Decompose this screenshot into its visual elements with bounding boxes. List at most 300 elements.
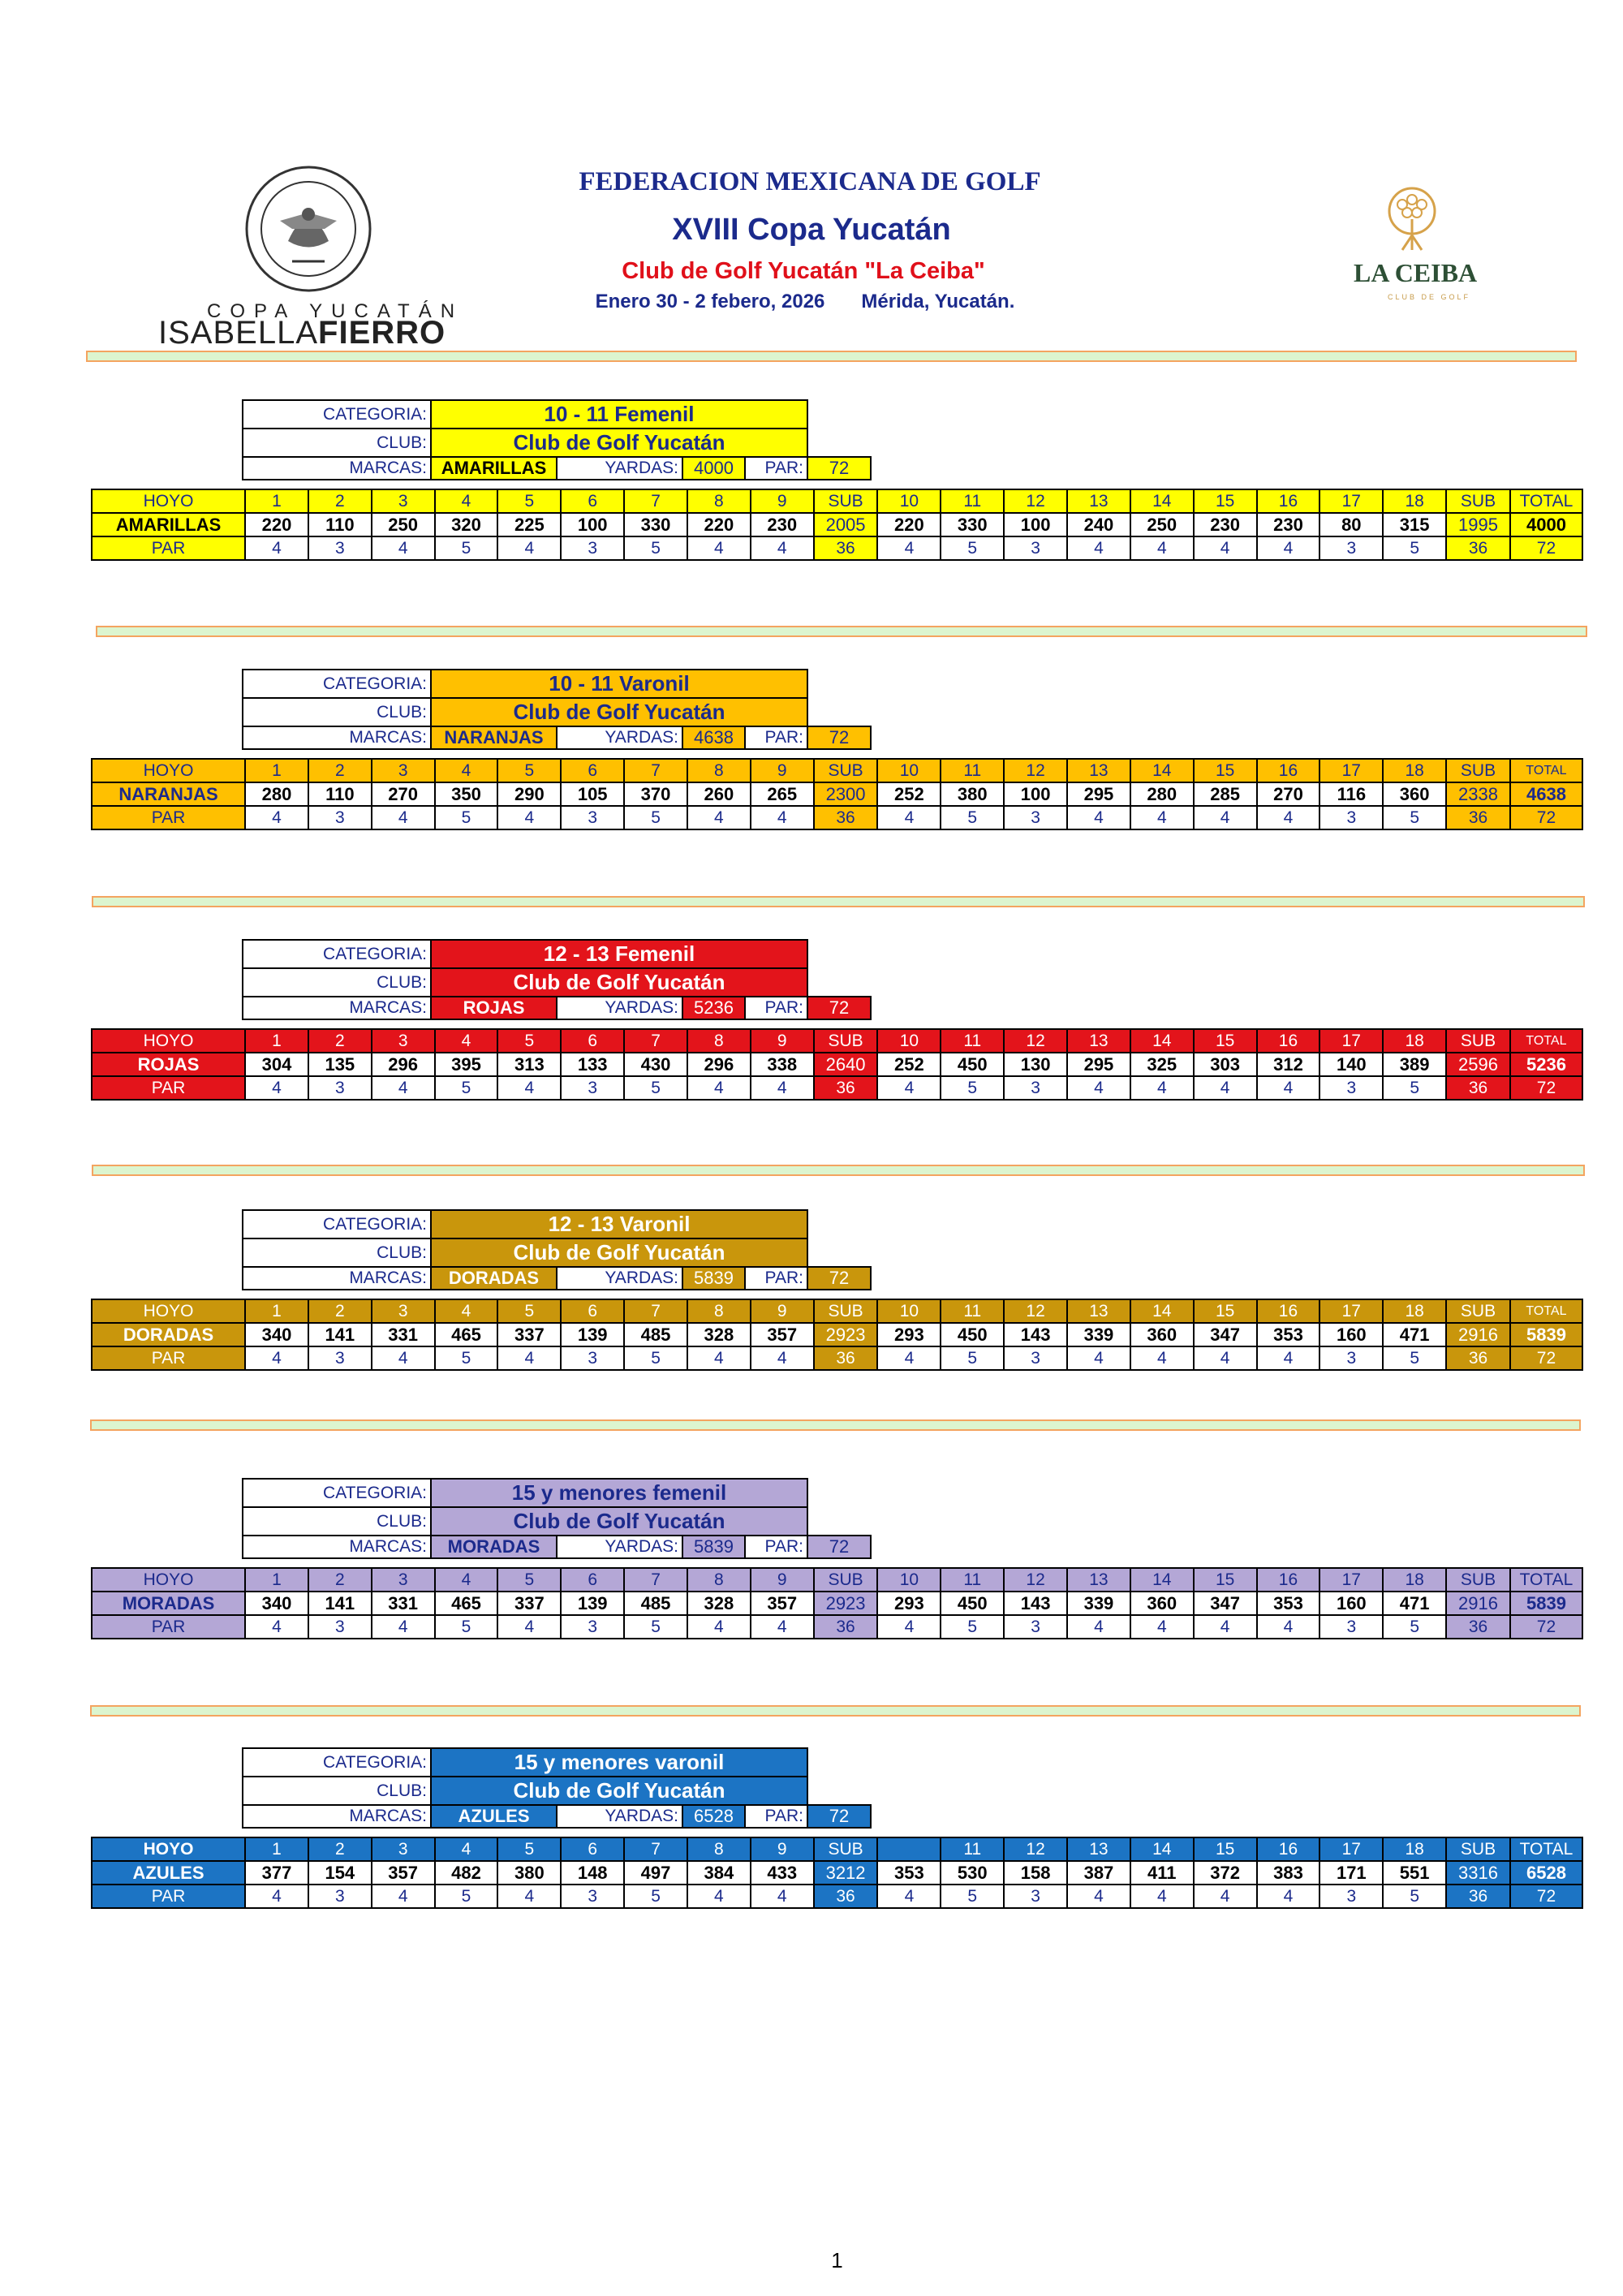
hole-par: 4 [1130,1076,1194,1100]
hole-number: 14 [1130,1029,1194,1053]
hole-number: 12 [1004,1299,1067,1323]
hole-par: 5 [1383,1076,1446,1100]
hole-number: 14 [1130,1837,1194,1861]
hole-yards: 497 [624,1861,687,1885]
par-total: 72 [1510,1885,1582,1908]
par-label: PAR: [745,457,807,480]
hole-par: 5 [1383,1346,1446,1370]
hole-par: 4 [497,1885,561,1908]
hole-par: 5 [624,1076,687,1100]
scorecard-section [91,399,1583,620]
hole-par: 4 [1067,1885,1130,1908]
hole-par: 5 [435,1076,498,1100]
par-label: PAR: [745,726,807,749]
hole-number: 8 [687,1299,751,1323]
hole-number: 15 [1194,1299,1257,1323]
brand-name: ISABELLAFIERRO [158,315,446,351]
yardas-label: YARDAS: [557,1536,682,1558]
hole-yards: 482 [435,1861,498,1885]
tees-name: ROJAS [431,997,557,1019]
hole-yards: 340 [245,1592,308,1615]
hole-par: 4 [497,1615,561,1639]
hole-yards: 315 [1383,513,1446,536]
category-name: 10 - 11 Varonil [431,670,807,698]
out-yards: 2923 [814,1323,878,1346]
hole-par: 3 [1004,1885,1067,1908]
sub-label: SUB [1446,1029,1510,1053]
hole-yards: 240 [1067,513,1130,536]
marcas-label: MARCAS: [243,726,431,749]
hole-number: 14 [1130,1568,1194,1592]
hole-par: 4 [751,1885,814,1908]
hole-par: 3 [1004,1615,1067,1639]
yardas-label: YARDAS: [557,726,682,749]
hole-number: 18 [1383,1568,1446,1592]
hole-number: 17 [1319,1029,1383,1053]
hole-number: 18 [1383,489,1446,513]
par-row [92,1885,1582,1908]
marcas-label: MARCAS: [243,1267,431,1290]
hole-number: 16 [1257,1568,1320,1592]
hole-par: 4 [751,1346,814,1370]
hole-yards: 328 [687,1323,751,1346]
club-name: Club de Golf Yucatán [431,429,807,457]
hole-par: 4 [687,806,751,829]
hole-number: 15 [1194,759,1257,782]
hole-number: 3 [372,1029,435,1053]
hole-yards: 389 [1383,1053,1446,1076]
par-row [92,536,1582,560]
yards-value: 5236 [682,997,745,1019]
par-value: 72 [807,457,871,480]
hole-number: 14 [1130,1299,1194,1323]
hole-yards: 293 [877,1592,941,1615]
hole-par: 4 [1257,806,1320,829]
hole-number: 13 [1067,1029,1130,1053]
hole-number: 7 [624,759,687,782]
hole-yards: 387 [1067,1861,1130,1885]
hole-yards: 465 [435,1323,498,1346]
hole-number: 13 [1067,759,1130,782]
hole-yards: 384 [687,1861,751,1885]
hole-par: 4 [687,1346,751,1370]
hole-number: 4 [435,1568,498,1592]
scorecard-table [91,1299,1583,1371]
hole-par: 5 [1383,1885,1446,1908]
hole-yards: 360 [1383,782,1446,806]
hole-yards: 100 [1004,782,1067,806]
hole-yards: 160 [1319,1323,1383,1346]
hole-number: 5 [497,1299,561,1323]
hole-par: 3 [308,1346,372,1370]
categoria-label: CATEGORIA: [243,670,431,698]
hole-yards: 143 [1004,1592,1067,1615]
club-label: CLUB: [243,1238,431,1267]
hole-par: 4 [1257,1076,1320,1100]
hole-number: 14 [1130,489,1194,513]
par-row [92,1346,1582,1370]
divider-band [90,1705,1581,1717]
hole-yards: 433 [751,1861,814,1885]
hole-yards: 230 [751,513,814,536]
hole-par: 5 [624,806,687,829]
hole-number: 1 [245,759,308,782]
hoyo-row [92,1568,1582,1592]
hole-par: 5 [941,536,1004,560]
hole-par: 4 [687,1615,751,1639]
hole-number: 16 [1257,1299,1320,1323]
par-in: 36 [1446,1076,1510,1100]
total-yards: 6528 [1510,1861,1582,1885]
hole-number: 18 [1383,1837,1446,1861]
hole-yards: 80 [1319,513,1383,536]
hole-yards: 220 [687,513,751,536]
par-row [92,806,1582,829]
club-label: CLUB: [243,698,431,726]
tees-label: MORADAS [92,1592,245,1615]
hole-par: 5 [435,536,498,560]
hole-number: 6 [561,1029,624,1053]
hole-par: 4 [245,1076,308,1100]
hole-par: 4 [1257,536,1320,560]
hole-par: 4 [1194,806,1257,829]
hoyo-row [92,1029,1582,1053]
hole-par: 5 [435,806,498,829]
hole-par: 4 [1130,536,1194,560]
hole-number: 2 [308,489,372,513]
hole-par: 3 [1004,536,1067,560]
par-value: 72 [807,997,871,1019]
hole-par: 4 [1257,1346,1320,1370]
yards-value: 5839 [682,1536,745,1558]
club-name: Club de Golf Yucatán [431,1238,807,1267]
hole-par: 4 [687,1885,751,1908]
category-info-table [242,399,872,480]
category-info-table [242,1478,872,1559]
hole-par: 4 [877,806,941,829]
hole-yards: 465 [435,1592,498,1615]
par-row-label: PAR [92,1076,245,1100]
hole-par: 4 [1130,1346,1194,1370]
hoyo-label: HOYO [92,759,245,782]
hole-number: 11 [941,1837,1004,1861]
hole-par: 4 [1067,1346,1130,1370]
hole-par: 4 [1257,1615,1320,1639]
hole-par: 3 [308,536,372,560]
hoyo-label: HOYO [92,1029,245,1053]
category-name: 10 - 11 Femenil [431,400,807,429]
hole-yards: 220 [245,513,308,536]
hole-yards: 471 [1383,1323,1446,1346]
hole-number: 18 [1383,1029,1446,1053]
hole-number: 1 [245,1029,308,1053]
category-info-table [242,1747,872,1829]
hole-par: 5 [941,1615,1004,1639]
hole-number: 15 [1194,1568,1257,1592]
scorecard-section [91,1209,1583,1430]
hole-yards: 100 [561,513,624,536]
hole-yards: 370 [624,782,687,806]
event-dates: Enero 30 - 2 febero, 2026 Mérida, Yucatán. [595,291,1015,312]
scorecard-section [91,669,1583,890]
hole-number: 2 [308,1299,372,1323]
hole-number: 1 [245,489,308,513]
hole-yards: 380 [497,1861,561,1885]
categoria-label: CATEGORIA: [243,400,431,429]
hole-number: 8 [687,759,751,782]
hole-par: 4 [1130,806,1194,829]
hole-par: 4 [245,536,308,560]
hole-number: 11 [941,759,1004,782]
cup-title: XVIII Copa Yucatán [672,213,951,247]
hole-par: 5 [1383,806,1446,829]
par-out: 36 [814,1885,878,1908]
hole-par: 4 [497,1076,561,1100]
hole-yards: 383 [1257,1861,1320,1885]
scorecard-table [91,489,1583,561]
hole-number: 1 [245,1568,308,1592]
tees-label: ROJAS [92,1053,245,1076]
hole-par: 5 [624,1346,687,1370]
sub-label: SUB [1446,759,1510,782]
hole-par: 4 [372,806,435,829]
hole-yards: 295 [1067,782,1130,806]
total-label: TOTAL [1510,1299,1582,1323]
hoyo-row [92,1299,1582,1323]
ceiba-subtitle: CLUB DE GOLF [1388,293,1471,301]
hole-par: 3 [561,536,624,560]
hole-number: 5 [497,1837,561,1861]
hole-par: 3 [561,1885,624,1908]
category-info-table [242,939,872,1020]
hole-number: 9 [751,1029,814,1053]
hole-number: 6 [561,1299,624,1323]
hole-number: 12 [1004,1837,1067,1861]
category-name: 12 - 13 Varonil [431,1210,807,1238]
hole-yards: 270 [1257,782,1320,806]
hole-yards: 220 [877,513,941,536]
hole-par: 5 [941,806,1004,829]
hole-number: 8 [687,1568,751,1592]
hole-par: 5 [941,1885,1004,1908]
sub-label: SUB [814,489,878,513]
out-yards: 2300 [814,782,878,806]
scorecard-table [91,758,1583,830]
hole-number [877,1837,941,1861]
hole-number: 11 [941,1299,1004,1323]
category-name: 15 y menores varonil [431,1748,807,1777]
hole-yards: 380 [941,782,1004,806]
total-label: TOTAL [1510,489,1582,513]
hole-yards: 250 [372,513,435,536]
categoria-label: CATEGORIA: [243,1479,431,1507]
hole-yards: 395 [435,1053,498,1076]
hole-number: 3 [372,1299,435,1323]
category-info-table [242,669,872,750]
categoria-label: CATEGORIA: [243,1210,431,1238]
hole-number: 16 [1257,1029,1320,1053]
par-in: 36 [1446,536,1510,560]
hoyo-row [92,489,1582,513]
category-name: 15 y menores femenil [431,1479,807,1507]
hole-par: 3 [1319,1346,1383,1370]
hole-par: 4 [751,536,814,560]
hole-yards: 353 [1257,1592,1320,1615]
par-total: 72 [1510,806,1582,829]
hole-yards: 110 [308,513,372,536]
hole-par: 4 [372,1076,435,1100]
hole-number: 15 [1194,1029,1257,1053]
hole-yards: 304 [245,1053,308,1076]
sub-label: SUB [814,759,878,782]
total-yards: 5236 [1510,1053,1582,1076]
hole-number: 15 [1194,489,1257,513]
hole-number: 8 [687,1837,751,1861]
hole-number: 13 [1067,489,1130,513]
club-name: Club de Golf Yucatán [431,968,807,997]
club-label: CLUB: [243,429,431,457]
hole-yards: 339 [1067,1323,1130,1346]
hole-par: 4 [1194,1615,1257,1639]
hole-yards: 135 [308,1053,372,1076]
categoria-label: CATEGORIA: [243,1748,431,1777]
hole-number: 17 [1319,1568,1383,1592]
hole-yards: 252 [877,782,941,806]
hole-par: 4 [1130,1615,1194,1639]
hole-par: 3 [308,806,372,829]
hole-yards: 450 [941,1323,1004,1346]
hole-yards: 331 [372,1592,435,1615]
par-out: 36 [814,536,878,560]
hole-number: 11 [941,489,1004,513]
hole-yards: 360 [1130,1592,1194,1615]
hole-yards: 265 [751,782,814,806]
marcas-label: MARCAS: [243,457,431,480]
tees-name: DORADAS [431,1267,557,1290]
hole-yards: 295 [1067,1053,1130,1076]
hole-par: 5 [941,1346,1004,1370]
hole-yards: 360 [1130,1323,1194,1346]
hole-par: 4 [1067,806,1130,829]
hole-number: 4 [435,489,498,513]
par-in: 36 [1446,1615,1510,1639]
hole-number: 6 [561,489,624,513]
hole-yards: 377 [245,1861,308,1885]
hole-number: 10 [877,759,941,782]
hole-number: 4 [435,1029,498,1053]
hole-yards: 337 [497,1592,561,1615]
sub-label: SUB [814,1837,878,1861]
hole-number: 3 [372,1568,435,1592]
ceiba-name: LA CEIBA [1354,258,1478,287]
hole-yards: 296 [687,1053,751,1076]
hole-number: 4 [435,1299,498,1323]
tees-label: AZULES [92,1861,245,1885]
hole-yards: 320 [435,513,498,536]
hole-par: 4 [372,536,435,560]
page-number: 1 [831,2248,843,2272]
club-name: Club de Golf Yucatán [431,1507,807,1536]
hole-yards: 430 [624,1053,687,1076]
par-out: 36 [814,1076,878,1100]
hole-yards: 312 [1257,1053,1320,1076]
hole-number: 13 [1067,1837,1130,1861]
par-label: PAR: [745,997,807,1019]
ceiba-tree-icon [1380,187,1444,256]
total-label: TOTAL [1510,1029,1582,1053]
hoyo-row [92,759,1582,782]
hole-yards: 530 [941,1861,1004,1885]
hole-yards: 325 [1130,1053,1194,1076]
club-label: CLUB: [243,1507,431,1536]
hole-par: 3 [1319,806,1383,829]
hole-par: 4 [245,1885,308,1908]
hole-yards: 337 [497,1323,561,1346]
hole-yards: 230 [1257,513,1320,536]
hole-number: 6 [561,1568,624,1592]
hole-par: 5 [624,536,687,560]
tees-name: MORADAS [431,1536,557,1558]
hole-yards: 100 [1004,513,1067,536]
in-yards: 1995 [1446,513,1510,536]
hole-number: 6 [561,759,624,782]
hole-number: 1 [245,1837,308,1861]
par-row-label: PAR [92,536,245,560]
hole-number: 3 [372,489,435,513]
par-value: 72 [807,1805,871,1828]
hole-par: 4 [751,1615,814,1639]
yardage-row [92,1861,1582,1885]
par-in: 36 [1446,806,1510,829]
hole-yards: 296 [372,1053,435,1076]
hole-number: 9 [751,1837,814,1861]
hole-number: 1 [245,1299,308,1323]
hole-par: 4 [877,1615,941,1639]
hole-yards: 347 [1194,1592,1257,1615]
par-in: 36 [1446,1885,1510,1908]
hole-yards: 350 [435,782,498,806]
hole-yards: 372 [1194,1861,1257,1885]
par-out: 36 [814,1346,878,1370]
category-info-table [242,1209,872,1290]
hole-yards: 105 [561,782,624,806]
hoyo-label: HOYO [92,489,245,513]
par-value: 72 [807,726,871,749]
out-yards: 3212 [814,1861,878,1885]
club-name: Club de Golf Yucatán [431,1777,807,1805]
hole-yards: 225 [497,513,561,536]
hole-yards: 140 [1319,1053,1383,1076]
hole-number: 12 [1004,1568,1067,1592]
scorecard-table [91,1028,1583,1101]
hole-par: 3 [308,1885,372,1908]
hole-yards: 252 [877,1053,941,1076]
hole-yards: 148 [561,1861,624,1885]
par-row-label: PAR [92,1885,245,1908]
hole-number: 11 [941,1029,1004,1053]
par-total: 72 [1510,1615,1582,1639]
hole-par: 4 [1194,1885,1257,1908]
par-label: PAR: [745,1267,807,1290]
hole-number: 12 [1004,489,1067,513]
hole-yards: 158 [1004,1861,1067,1885]
in-yards: 2916 [1446,1323,1510,1346]
hole-number: 9 [751,1568,814,1592]
hole-par: 4 [1130,1885,1194,1908]
tees-name: AMARILLAS [431,457,557,480]
hole-number: 6 [561,1837,624,1861]
hole-yards: 139 [561,1323,624,1346]
